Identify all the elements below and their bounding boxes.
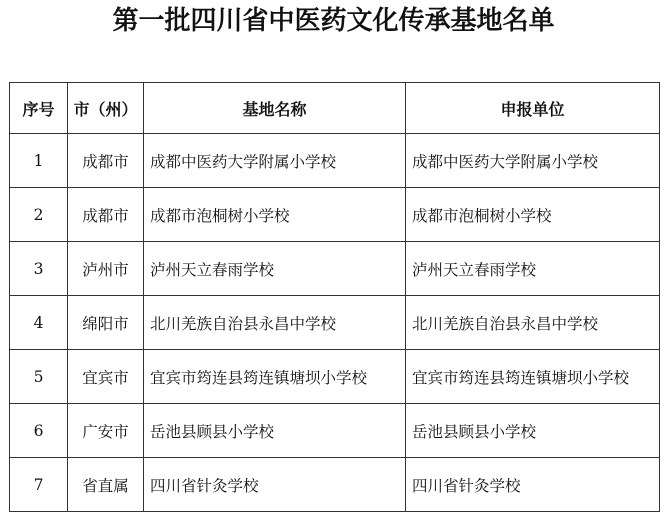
table-row xyxy=(10,188,660,242)
row-applicant-unit: 泸州天立春雨学校 xyxy=(406,242,660,296)
row-index: 1 xyxy=(10,134,68,188)
header-applicant-unit: 申报单位 xyxy=(406,83,660,134)
header-index: 序号 xyxy=(10,83,68,134)
header-base-name: 基地名称 xyxy=(144,83,406,134)
table-row xyxy=(10,242,660,296)
row-applicant-unit: 岳池县顾县小学校 xyxy=(406,404,660,458)
row-applicant-unit: 宜宾市筠连县筠连镇塘坝小学校 xyxy=(406,350,660,404)
row-base-name: 泸州天立春雨学校 xyxy=(144,242,406,296)
row-base-name: 宜宾市筠连县筠连镇塘坝小学校 xyxy=(144,350,406,404)
row-base-name: 北川羌族自治县永昌中学校 xyxy=(144,296,406,350)
row-index: 3 xyxy=(10,242,68,296)
page-title: 第一批四川省中医药文化传承基地名单 xyxy=(112,6,555,36)
row-city: 省直属 xyxy=(68,458,144,512)
row-city: 宜宾市 xyxy=(68,350,144,404)
table-row xyxy=(10,296,660,350)
table-header-row xyxy=(10,83,660,134)
row-index: 2 xyxy=(10,188,68,242)
table-row xyxy=(10,458,660,512)
table-row xyxy=(10,350,660,404)
row-applicant-unit: 成都市泡桐树小学校 xyxy=(406,188,660,242)
row-city: 成都市 xyxy=(68,134,144,188)
table-row xyxy=(10,404,660,458)
row-index: 5 xyxy=(10,350,68,404)
row-index: 6 xyxy=(10,404,68,458)
row-base-name: 成都中医药大学附属小学校 xyxy=(144,134,406,188)
row-city: 成都市 xyxy=(68,188,144,242)
row-index: 4 xyxy=(10,296,68,350)
table-row xyxy=(10,134,660,188)
row-city: 广安市 xyxy=(68,404,144,458)
header-city: 市（州） xyxy=(68,83,144,134)
row-applicant-unit: 北川羌族自治县永昌中学校 xyxy=(406,296,660,350)
row-city: 绵阳市 xyxy=(68,296,144,350)
row-city: 泸州市 xyxy=(68,242,144,296)
base-list-table xyxy=(9,82,660,512)
row-applicant-unit: 成都中医药大学附属小学校 xyxy=(406,134,660,188)
row-base-name: 四川省针灸学校 xyxy=(144,458,406,512)
row-base-name: 成都市泡桐树小学校 xyxy=(144,188,406,242)
row-applicant-unit: 四川省针灸学校 xyxy=(406,458,660,512)
row-index: 7 xyxy=(10,458,68,512)
row-base-name: 岳池县顾县小学校 xyxy=(144,404,406,458)
